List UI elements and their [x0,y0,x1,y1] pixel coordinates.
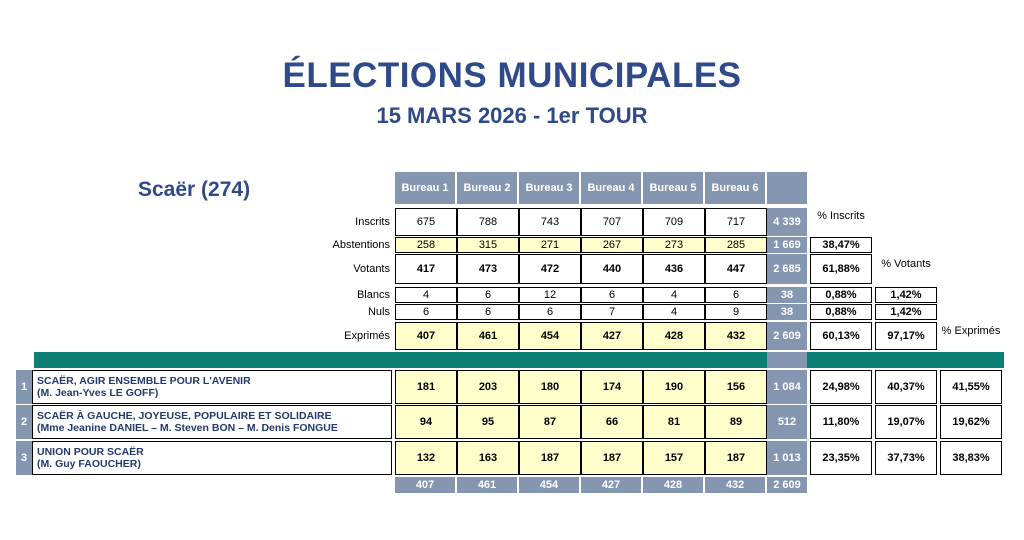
stat-cell: 707 [581,208,643,236]
list-name-cell [32,441,392,475]
page-title: ÉLECTIONS MUNICIPALES [282,56,742,95]
bureau-header: Bureau 4 [581,172,641,204]
stat-cell: 6 [457,287,519,303]
list-pct-inscrits: 11,80% [810,405,872,439]
pct-votants-header: % Votants [881,258,931,270]
stat-cell: 9 [705,304,767,320]
list-pct-exprimes: 38,83% [940,441,1002,475]
list-head: (Mme Jeanine DANIEL – M. Steven BON – M. Denis FONGUE [37,422,338,434]
list-number: 1 [16,370,32,404]
stat-cell: 788 [457,208,519,236]
stat-total: 38 [767,304,807,320]
stat-total: 2 609 [767,322,807,350]
stat-cell: 427 [581,322,643,350]
stat-cell: 7 [581,304,643,320]
footer-total: 2 609 [767,477,807,493]
stat-label: Abstentions [332,239,390,251]
stat-cell: 717 [705,208,767,236]
list-pct-exprimes: 19,62% [940,405,1002,439]
commune-name: Scaër (274) [138,178,251,201]
list-cell: 81 [643,405,705,439]
list-total: 1 013 [767,441,807,475]
list-cell: 203 [457,370,519,404]
list-cell: 187 [705,441,767,475]
list-total: 512 [767,405,807,439]
pct-inscrits-header: % Inscrits [817,210,865,222]
stat-cell: 285 [705,237,767,253]
stat-cell: 273 [643,237,705,253]
list-pct-inscrits: 23,35% [810,441,872,475]
stat-label: Inscrits [355,216,390,228]
stat-cell: 6 [581,287,643,303]
stat-cell: 454 [519,322,581,350]
list-cell: 89 [705,405,767,439]
list-head: (M. Jean-Yves LE GOFF) [37,387,159,399]
stat-cell: 271 [519,237,581,253]
stat-cell: 12 [519,287,581,303]
list-name: SCAËR, AGIR ENSEMBLE POUR L'AVENIR [37,375,251,387]
bureau-header: Bureau 6 [705,172,765,204]
total-header-block [767,172,807,204]
stat-pct-inscrits: 61,88% [810,254,872,284]
list-cell: 187 [581,441,643,475]
stat-cell: 4 [395,287,457,303]
stat-cell: 407 [395,322,457,350]
list-pct-votants: 37,73% [875,441,937,475]
stat-cell: 472 [519,254,581,284]
stat-label: Blancs [356,289,390,301]
list-name-cell [32,405,392,439]
footer-cell: 432 [705,477,765,493]
footer-cell: 407 [395,477,455,493]
stat-cell: 4 [643,287,705,303]
list-cell: 66 [581,405,643,439]
stat-cell: 709 [643,208,705,236]
list-head: (M. Guy FAOUCHER) [37,458,141,470]
page-subtitle: 15 MARS 2026 - 1er TOUR [376,103,648,128]
list-cell: 156 [705,370,767,404]
bureau-header: Bureau 5 [643,172,703,204]
stat-total: 38 [767,287,807,303]
stat-label: Votants [353,263,390,275]
stat-cell: 461 [457,322,519,350]
list-cell: 174 [581,370,643,404]
list-cell: 163 [457,441,519,475]
stat-total: 2 685 [767,254,807,284]
stat-cell: 315 [457,237,519,253]
footer-cell: 454 [519,477,579,493]
list-cell: 157 [643,441,705,475]
pct-exprimes-header: % Exprimés [941,325,1001,337]
bureau-header: Bureau 2 [457,172,517,204]
stat-cell: 417 [395,254,457,284]
stat-total: 1 669 [767,237,807,253]
stat-cell: 432 [705,322,767,350]
stat-cell: 6 [519,304,581,320]
stat-pct-votants: 97,17% [875,322,937,350]
list-name: UNION POUR SCAËR [37,446,144,458]
stat-cell: 267 [581,237,643,253]
stat-total: 4 339 [767,208,807,236]
list-pct-votants: 40,37% [875,370,937,404]
stat-pct-inscrits: 60,13% [810,322,872,350]
stat-cell: 6 [705,287,767,303]
footer-cell: 461 [457,477,517,493]
bureau-header: Bureau 3 [519,172,579,204]
list-cell: 94 [395,405,457,439]
separator-total-block [767,352,807,368]
stat-pct-inscrits: 0,88% [810,304,872,320]
list-cell: 187 [519,441,581,475]
footer-cell: 428 [643,477,703,493]
list-cell: 181 [395,370,457,404]
stat-label: Exprimés [344,330,390,342]
stat-pct-inscrits: 38,47% [810,237,872,253]
stat-cell: 743 [519,208,581,236]
stat-pct-inscrits: 0,88% [810,287,872,303]
list-pct-exprimes: 41,55% [940,370,1002,404]
list-cell: 132 [395,441,457,475]
list-total: 1 084 [767,370,807,404]
list-number: 2 [16,405,32,439]
stat-pct-votants: 1,42% [875,287,937,303]
stat-label: Nuls [367,306,390,318]
stat-cell: 473 [457,254,519,284]
list-cell: 190 [643,370,705,404]
list-cell: 95 [457,405,519,439]
list-pct-inscrits: 24,98% [810,370,872,404]
stat-cell: 6 [457,304,519,320]
stat-pct-votants: 1,42% [875,304,937,320]
bureau-header: Bureau 1 [395,172,455,204]
separator-bar [34,352,1004,368]
footer-cell: 427 [581,477,641,493]
stat-cell: 4 [643,304,705,320]
list-cell: 87 [519,405,581,439]
stat-cell: 436 [643,254,705,284]
list-name-cell [32,370,392,404]
stat-cell: 675 [395,208,457,236]
list-pct-votants: 19,07% [875,405,937,439]
list-name: SCAËR À GAUCHE, JOYEUSE, POPULAIRE ET SOLIDAIRE [37,410,332,422]
stat-cell: 258 [395,237,457,253]
stat-cell: 6 [395,304,457,320]
list-cell: 180 [519,370,581,404]
list-number: 3 [16,441,32,475]
stat-cell: 447 [705,254,767,284]
stat-cell: 428 [643,322,705,350]
stat-cell: 440 [581,254,643,284]
